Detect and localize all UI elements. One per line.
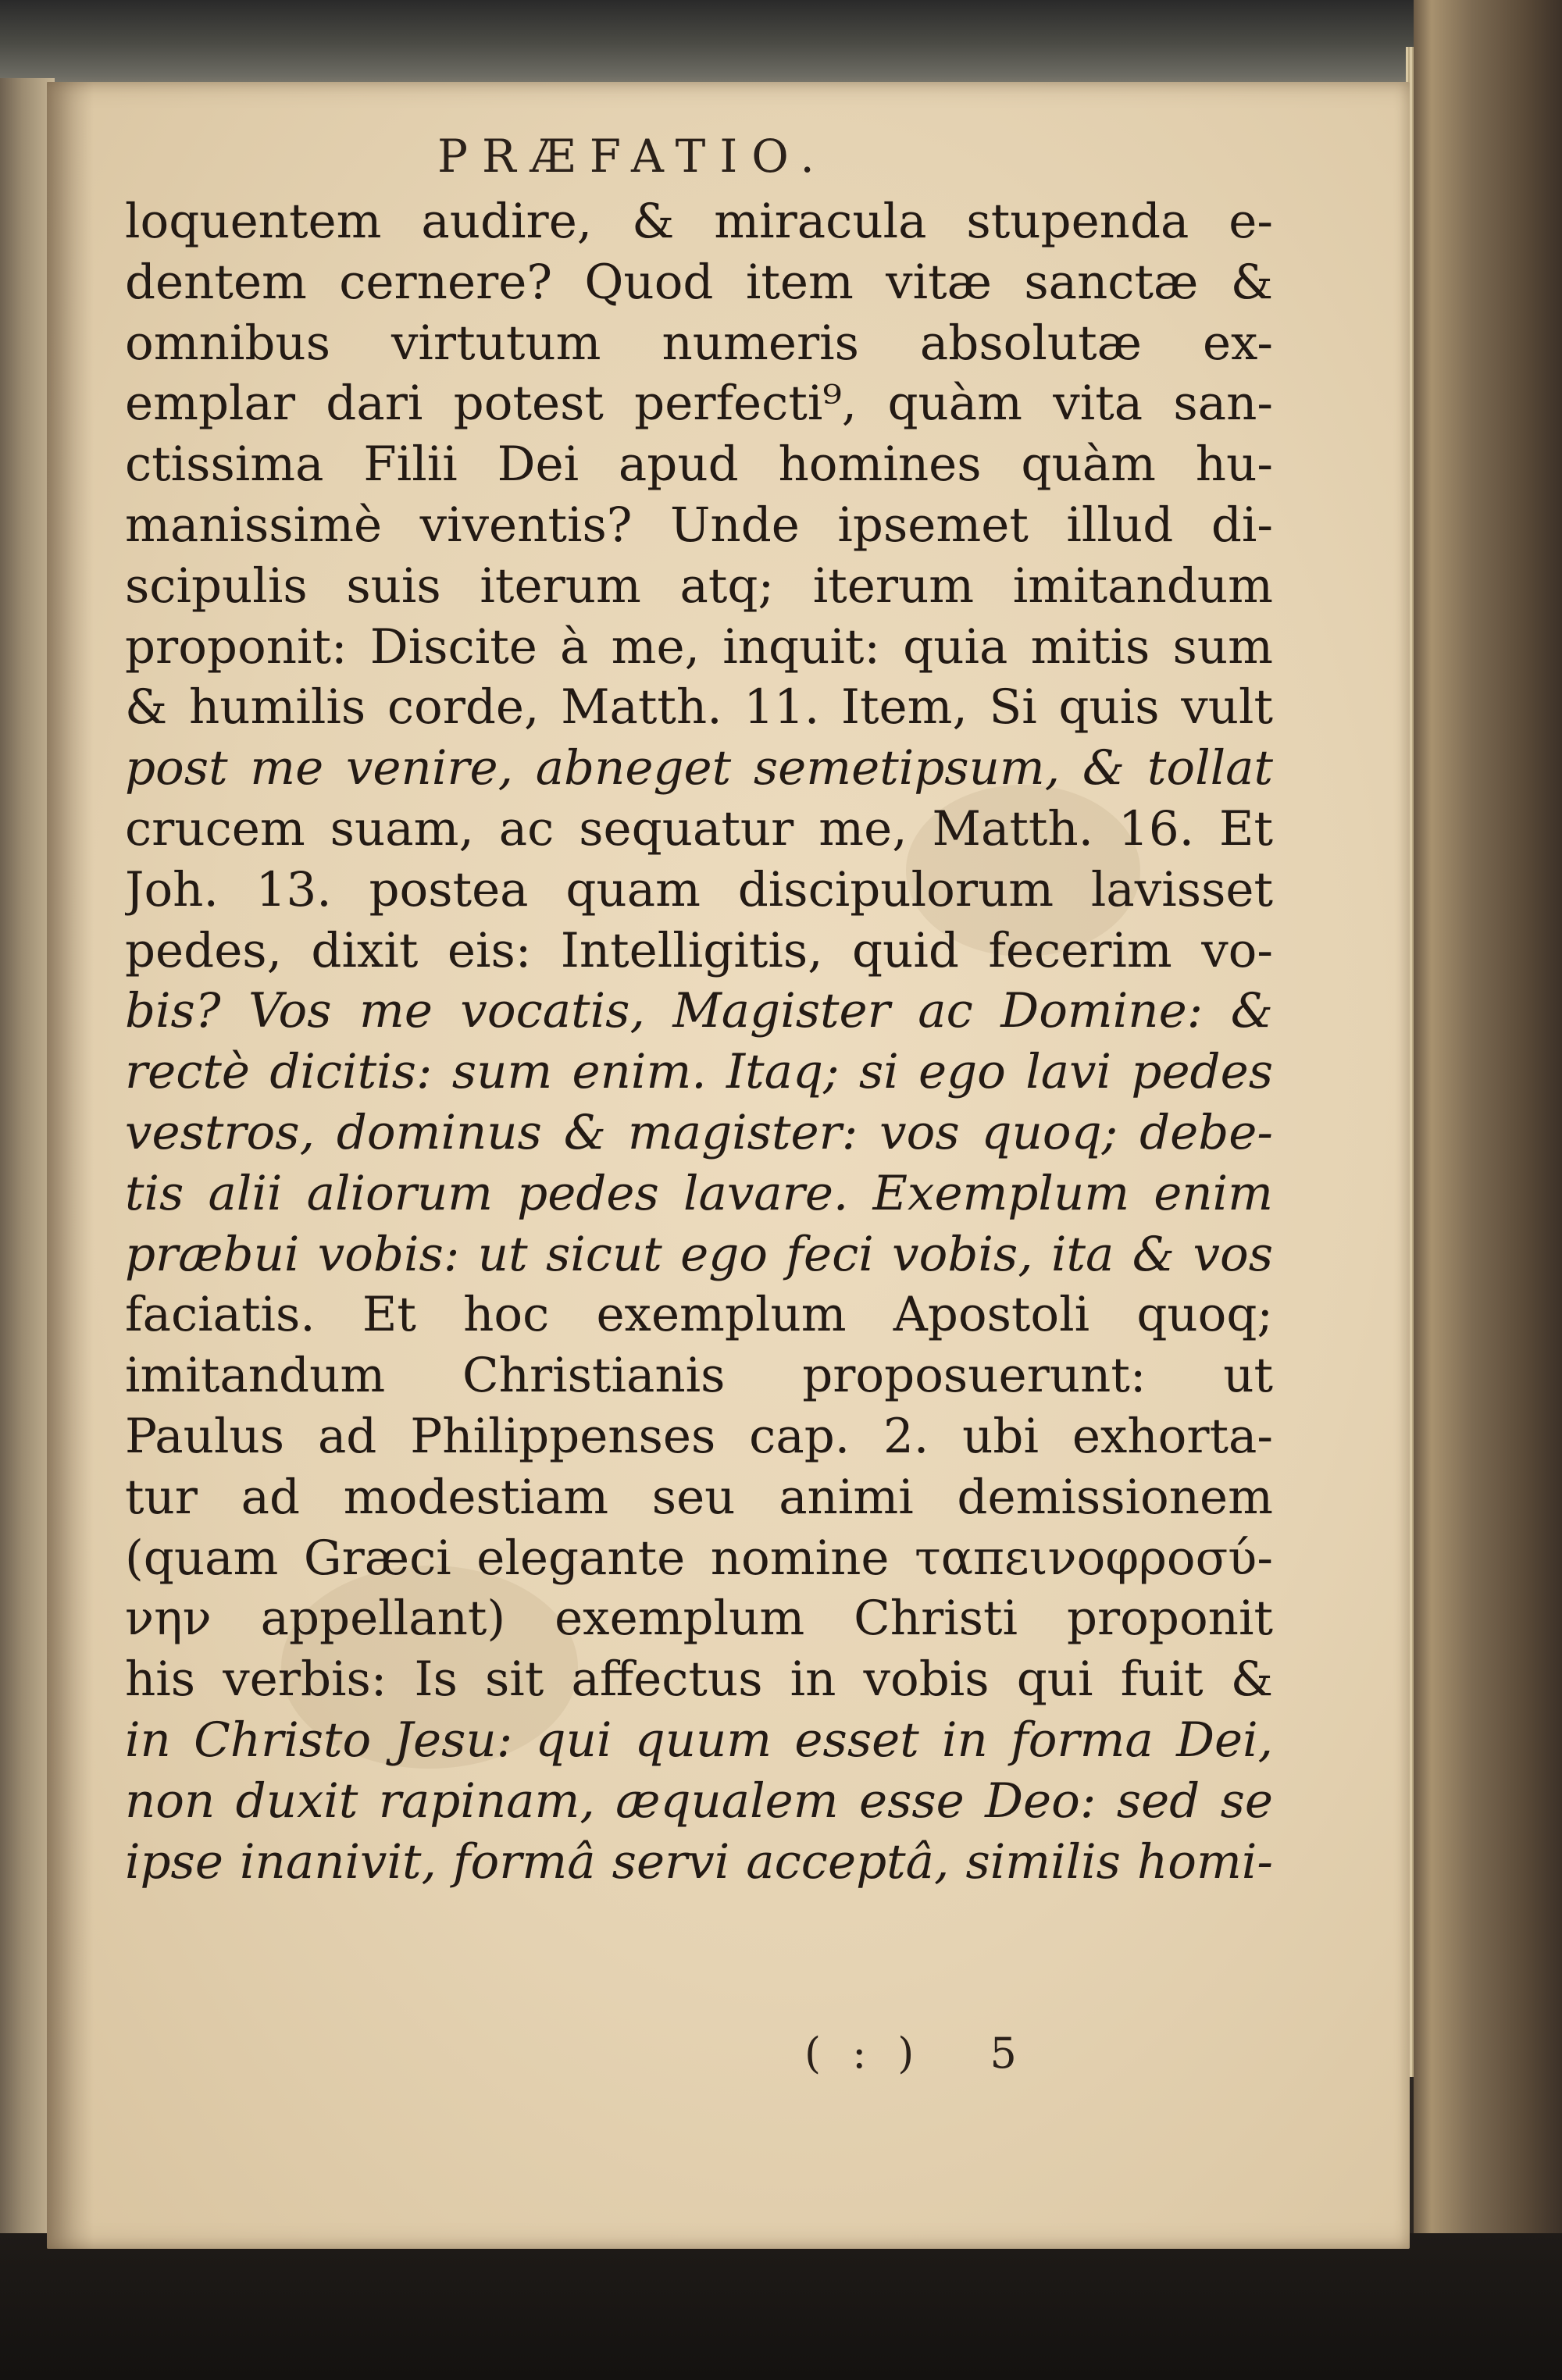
text-line: imitandum Christianis proposuerunt: ut bbox=[125, 1348, 1273, 1404]
text-line: his verbis: Is sit affectus in vobis qui fuit & bbox=[125, 1651, 1273, 1708]
text-line: faciatis. Et hoc exemplum Apostoli quoq; bbox=[125, 1287, 1273, 1343]
text-line: scipulis suis iterum atq; iterum imitandum bbox=[125, 558, 1273, 614]
text-line: præbui vobis: ut sicut ego feci vobis, ita & vos bbox=[125, 1226, 1273, 1282]
text-line: tur ad modestiam seu animi demissionem bbox=[125, 1469, 1273, 1525]
text-line: (quam Græci elegante nomine ταπεινοφροσύ- bbox=[125, 1530, 1273, 1586]
text-line: bis? Vos me vocatis, Magister ac Domine: & bbox=[125, 983, 1273, 1039]
text-line: ipse inanivit, formâ servi acceptâ, similis homi- bbox=[125, 1833, 1273, 1890]
running-head: PRÆFATIO. bbox=[437, 130, 829, 183]
text-line: rectè dicitis: sum enim. Itaq; si ego lavi pedes bbox=[125, 1044, 1273, 1100]
text-line: tis alii aliorum pedes lavare. Exemplum enim bbox=[125, 1165, 1273, 1221]
text-line: Paulus ad Philippenses cap. 2. ubi exhorta- bbox=[125, 1408, 1273, 1464]
text-line: emplar dari potest perfecti⁹, quàm vita san- bbox=[125, 376, 1273, 432]
page-gutter bbox=[47, 82, 94, 2249]
signature-mark: (:) 5 bbox=[804, 2029, 1048, 2078]
text-line: in Christo Jesu: qui quum esset in forma Dei, bbox=[125, 1712, 1273, 1768]
text-line: pedes, dixit eis: Intelligitis, quid fecerim vo- bbox=[125, 922, 1273, 978]
text-line: post me venire, abneget semetipsum, & tollat bbox=[125, 740, 1273, 796]
book-top-edge bbox=[0, 0, 1562, 94]
text-line: dentem cernere? Quod item vitæ sanctæ & bbox=[125, 254, 1273, 310]
text-line: proponit: Discite à me, inquit: quia mitis sum bbox=[125, 618, 1273, 675]
body-text bbox=[125, 191, 1273, 1892]
text-line: non duxit rapinam, æqualem esse Deo: sed se bbox=[125, 1773, 1273, 1829]
text-line: & humilis corde, Matth. 11. Item, Si quis vult bbox=[125, 679, 1273, 736]
text-line: ctissima Filii Dei apud homines quàm hu- bbox=[125, 436, 1273, 493]
text-line: loquentem audire, & miracula stupenda e- bbox=[125, 194, 1273, 249]
book-cover-board bbox=[1414, 0, 1562, 2380]
text-line: manissimè viventis? Unde ipsemet illud di- bbox=[125, 497, 1273, 553]
background-shadow bbox=[0, 2233, 1562, 2380]
text-line: crucem suam, ac sequatur me, Matth. 16. Et bbox=[125, 800, 1273, 857]
text-line: Joh. 13. postea quam discipulorum lavisset bbox=[125, 861, 1273, 917]
text-line: νην appellant) exemplum Christi proponit bbox=[125, 1591, 1273, 1647]
text-line: vestros, dominus & magister: vos quoq; debe- bbox=[125, 1104, 1273, 1160]
text-line: omnibus virtutum numeris absolutæ ex- bbox=[125, 315, 1273, 371]
